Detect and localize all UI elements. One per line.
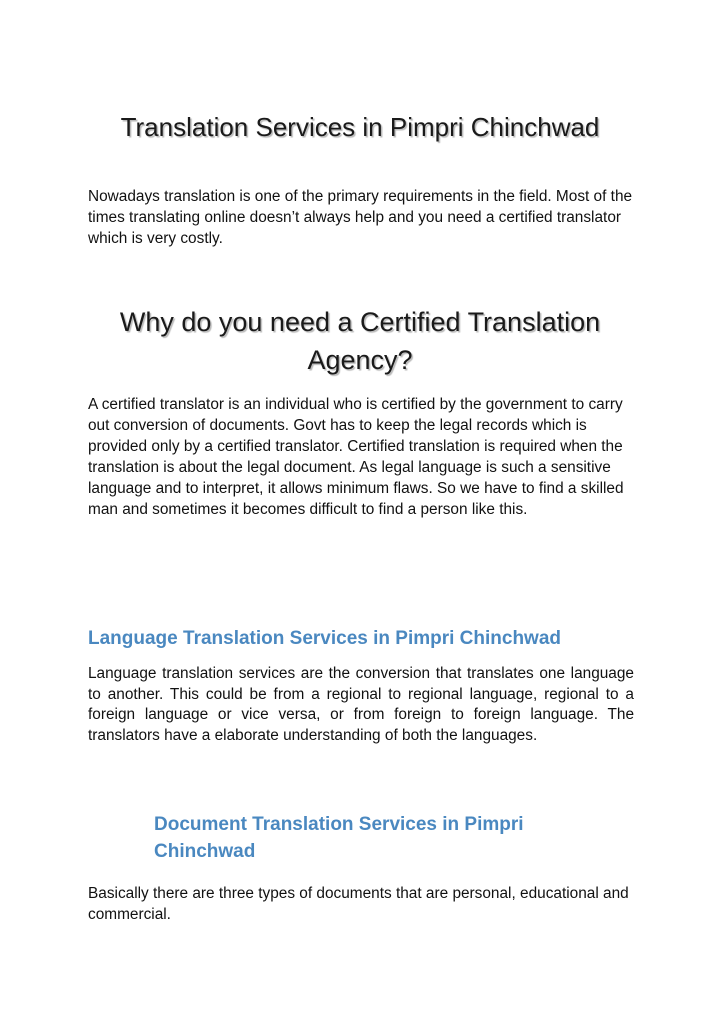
certified-agency-paragraph: A certified translator is an individual who is certified by the government to carry out conversion of documents. Govt has to keep the legal records which is provided only by a certified translator. Certified translation is required when the translation is about the legal document. As legal language is such a sensitive language and to interpret, it allows minimum flaws. So we have to find a skilled man and sometimes it becomes difficult to find a person like this.: [88, 396, 624, 518]
language-translation-paragraph: Language translation services are the conversion that translates one language to another. This could be from a regional to regional language, regional to a foreign language or vice versa, or from foreign to foreign language. The translators have a elaborate understanding of both the languages.: [88, 665, 634, 744]
page-title: Translation Services in Pimpri Chinchwad: [120, 112, 600, 142]
section-heading-certified-agency: Why do you need a Certified Translation Agency?: [119, 307, 601, 376]
intro-paragraph: Nowadays translation is one of the primary requirements in the field. Most of the times translating online doesn’t always help and you need a certified translator which is very costly.: [88, 188, 633, 247]
section-heading-document-translation: Document Translation Services in Pimpri Chinchwad: [154, 814, 524, 862]
document-translation-paragraph: Basically there are three types of documents that are personal, educational and commercial.: [88, 885, 629, 923]
section-heading-language-translation: Language Translation Services in Pimpri Chinchwad: [88, 628, 562, 649]
